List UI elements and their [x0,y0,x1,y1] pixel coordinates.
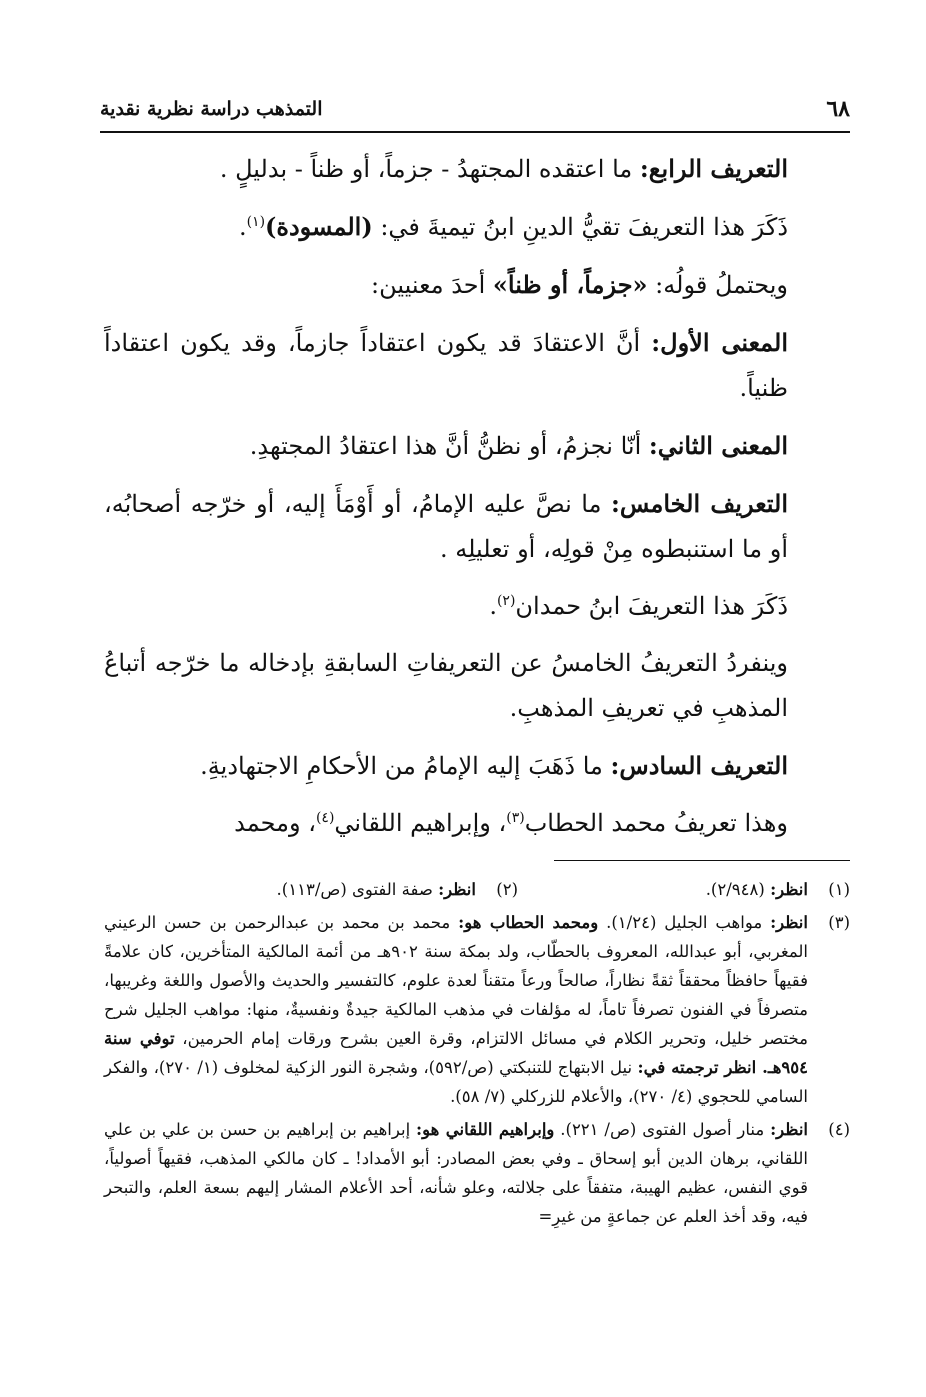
footnote-label: انظر: [770,1120,809,1139]
term-heading: التعريف الخامس: [611,489,788,518]
footnote-number: (٢) [496,880,518,899]
paragraph-definition-4 [104,146,846,192]
paragraph-definition-6-sources [104,801,846,846]
footnote-text: إبراهيم بن إبراهيم بن حسن بن علي بن علي اللقاني، برهان الدين أبو إسحاق ـ وفي بعض المصادر: أبو الأمداد! ـ كان مالكي المذهب، فقيهاً أصولياً، قوي النفس، عظيم الهيبة، متفقاً على جلالته، وعلو شأنه، أحد الأعلام المشار إليهم بسعة العلم، والتبحر فيه، وقد أخذ العلم عن جماعةٍ من غيرِ= [104,1120,808,1226]
paragraph-definition-5-note [104,641,846,731]
footnote-number: (٣) [828,913,850,932]
paragraph-text: وهذا تعريفُ محمد الحطاب [524,809,788,837]
paragraph-source-ibn-hamdan [104,584,846,629]
footnote-bold-text: وإبراهيم اللقاني هو: [416,1120,555,1139]
footnote-number: (٤) [828,1120,850,1139]
paragraph-text: ما نصَّ عليه الإمامُ، أو أَوْمَأَ إليه، أو خرّجه أصحابُه، أو ما استنبطوه مِنْ قولِه، أو تعليلِه . [104,490,788,563]
footnote-text: محمد بن محمد بن عبدالرحمن بن حسن الرعيني المغربي، أبو عبدالله، المعروف بالحطّاب، ولد بمكة سنة ٩٠٢هـ من أئمة المالكية المتأخرين، كان علامةً فقيهاً حافظاً محققاً ثقةً نظاراً، صالحاً ورعاً متقناً لعدة علوم، كالتفسير والحديث والأصول واللغة وغريبها، متصرفاً في الفنون تصرفاً تاماً، له مؤلفات في مذهب المالكية جيدةٌ ونفسيةٌ، منها: مواهب الجليل شرح مختصر خليل، وتحرير الكلام في مسائل الالتزام، وقرة العين بشرح ورقات إمام الحرمين، [104,913,808,1048]
paragraph-text: ذَكَرَ هذا التعريفَ ابنُ حمدان [515,592,788,620]
footnotes [104,875,850,1235]
paragraph-definition-5 [104,481,846,572]
paragraph-first-meaning [104,320,846,411]
footnote-4 [104,1115,850,1231]
footnote-text: نيل الابتهاج للتنبكتي (ص/٥٩٢)، وشجرة النور الزكية لمخلوف (١/ ٢٧٠)، والفكر السامي للحجوي (٤/ ٢٧٠)، والأعلام للزركلي (٧/ ٥٨). [104,1058,808,1106]
footnote-2 [277,875,518,908]
footnote-ref-1[interactable]: (١) [246,214,266,230]
footnote-label: انظر: [770,913,808,932]
term-heading: المعنى الثاني: [648,431,788,460]
footnote-number: (١) [828,880,850,899]
paragraph-text: ، وإبراهيم اللقاني [334,809,507,837]
page-header [100,96,850,126]
term-heading: التعريف الرابع: [639,154,788,183]
footnote-ref-4[interactable]: (٤) [315,810,335,826]
paragraph-text: ما ذَهَبَ إليه الإمامُ من الأحكامِ الاجتهاديةِ. [200,752,611,780]
running-title: التمذهب دراسة نظرية نقدية [100,98,323,120]
paragraph-definition-6 [104,743,846,789]
paragraph-end: . [238,213,247,241]
book-title: (المسودة) [265,212,373,241]
paragraph-text: ، ومحمد [234,809,316,837]
footnote-1 [518,875,850,904]
footnote-row-1-2 [104,875,850,908]
paragraph-text: ما اعتقده المجتهدُ - جزماً، أو ظناً - بدليلٍ . [219,155,640,183]
footnote-label: انظر: [770,880,808,899]
footnote-ref-3[interactable]: (٣) [506,810,525,826]
footnote-bold-text: توفي سنة ٩٥٤هـ. انظر ترجمته في: [104,1029,808,1077]
footnote-text: صفة الفتوى (ص/١١٣). [276,880,439,899]
paragraph-end: أحدَ معنيين: [371,271,493,299]
footnote-ref-2[interactable]: (٢) [496,593,516,609]
paragraph-source-ibn-taymiyya [104,204,846,250]
paragraph-text: ذَكَرَ هذا التعريفَ تقيُّ الدينِ ابنُ تيميةَ في: [372,213,788,241]
paragraph-text: ويحتملُ قولُه: [647,271,788,299]
term-heading: التعريف السادس: [610,751,788,780]
main-text [104,146,846,858]
paragraph-end: . [489,592,497,620]
quoted-phrase: «جزماً، أو ظناً» [492,270,648,299]
paragraph-text: وينفردُ التعريفُ الخامسُ عن التعريفاتِ السابقةِ بإدخاله ما خرّجه أتباعُ المذهبِ في تعريفِ المذهبِ. [104,649,788,722]
footnote-text: (٢/٩٤٨). [705,880,771,899]
paragraph-text: أنَّ الاعتقادَ قد يكون اعتقاداً جازماً، وقد يكون اعتقاداً ظنياً. [104,329,788,402]
paragraph-text: أنّا نجزمُ، أو نظنُّ أنَّ هذا اعتقادُ المجتهدِ. [249,432,649,460]
footnote-text: منار أصول الفتوى (ص/ ٢٢١). [554,1120,771,1139]
header-rule [100,131,850,133]
paragraph-two-meanings [104,262,846,308]
footnote-text: مواهب الجليل (١/٢٤). [598,913,771,932]
footnote-separator [554,860,850,861]
paragraph-second-meaning [104,423,846,469]
page-number: ٦٨ [826,96,850,122]
term-heading: المعنى الأول: [651,328,789,357]
footnote-3 [104,908,850,1111]
footnote-label: انظر: [438,880,476,899]
footnote-bold-text: ومحمد الحطاب هو: [458,913,599,932]
